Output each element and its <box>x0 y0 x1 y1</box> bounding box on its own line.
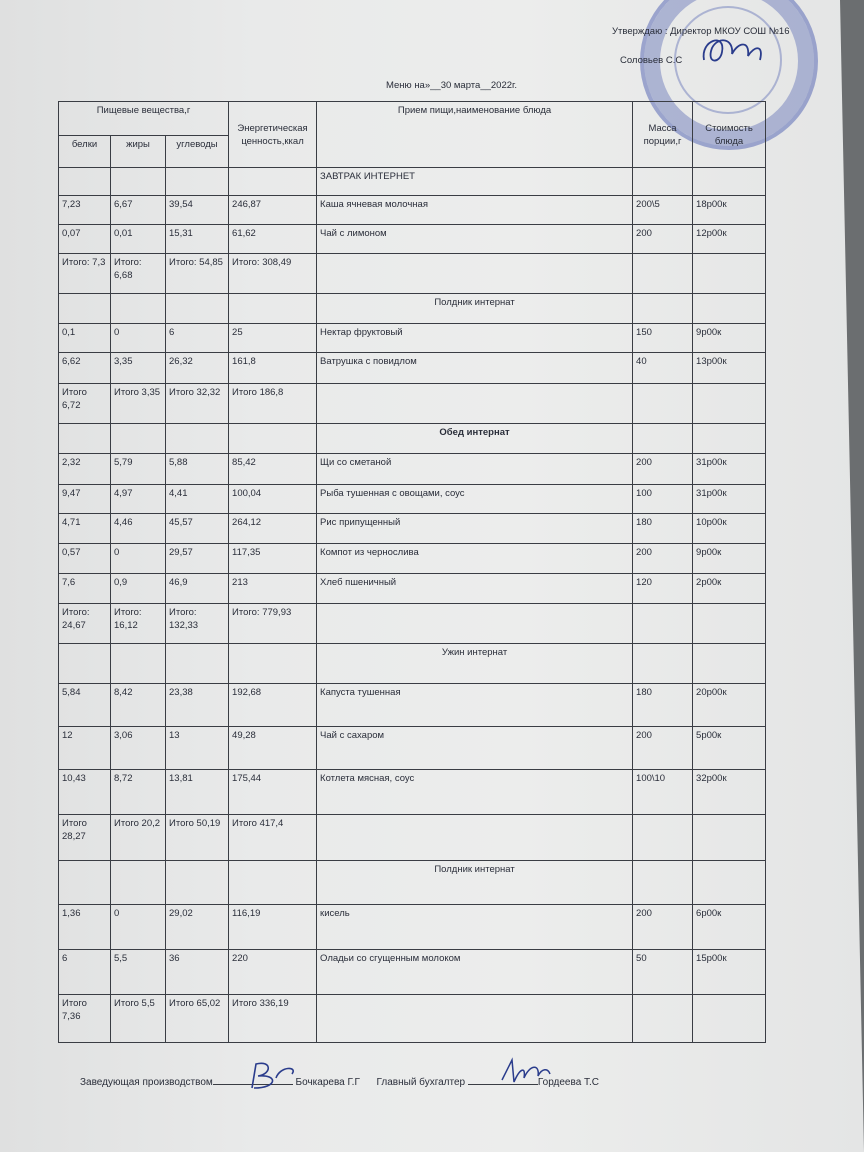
menu-table <box>58 101 766 1043</box>
cost-cell: 32р00к <box>693 770 766 815</box>
section-row <box>59 644 766 684</box>
protein-cell: 10,43 <box>59 770 111 815</box>
energy-cell: 220 <box>229 950 317 995</box>
total-carbs: Итого 32,32 <box>166 384 229 424</box>
mass-cell: 200 <box>633 727 693 770</box>
cost-cell: 18р00к <box>693 196 766 225</box>
cost-cell: 15р00к <box>693 950 766 995</box>
cost-cell: 9р00к <box>693 544 766 574</box>
carbs-cell: 39,54 <box>166 196 229 225</box>
col-meal: Прием пищи,наименование блюда <box>317 102 633 168</box>
protein-cell: 0,57 <box>59 544 111 574</box>
total-energy: Итого 336,19 <box>229 995 317 1043</box>
total-carbs: Итого 50,19 <box>166 815 229 861</box>
section-title: Ужин интернат <box>317 644 633 684</box>
energy-cell: 61,62 <box>229 225 317 254</box>
accountant-label: Главный бухгалтер <box>376 1077 466 1088</box>
cost-cell: 9р00к <box>693 324 766 353</box>
table-row <box>59 574 766 604</box>
dish-name: Щи со сметаной <box>317 454 633 485</box>
carbs-cell: 29,57 <box>166 544 229 574</box>
mass-cell: 200 <box>633 544 693 574</box>
cost-cell: 20р00к <box>693 684 766 727</box>
total-energy: Итого: 779,93 <box>229 604 317 644</box>
total-protein: Итого: 7,3 <box>59 254 111 294</box>
director-name: Соловьев С.С <box>620 55 683 66</box>
section-title: ЗАВТРАК ИНТЕРНЕТ <box>317 168 633 196</box>
cost-cell: 31р00к <box>693 454 766 485</box>
protein-cell: 7,23 <box>59 196 111 225</box>
protein-cell: 7,6 <box>59 574 111 604</box>
protein-cell: 0,07 <box>59 225 111 254</box>
total-energy: Итого 417,4 <box>229 815 317 861</box>
mass-cell: 200 <box>633 454 693 485</box>
fat-cell: 0,01 <box>111 225 166 254</box>
carbs-cell: 45,57 <box>166 514 229 544</box>
col-protein: белки <box>59 136 111 168</box>
carbs-cell: 13,81 <box>166 770 229 815</box>
cost-cell: 31р00к <box>693 485 766 514</box>
header-row <box>59 102 766 136</box>
col-carbs: углеводы <box>166 136 229 168</box>
protein-cell: 4,71 <box>59 514 111 544</box>
carbs-cell: 23,38 <box>166 684 229 727</box>
fat-cell: 0,9 <box>111 574 166 604</box>
mass-cell: 100\10 <box>633 770 693 815</box>
mass-cell: 180 <box>633 684 693 727</box>
fat-cell: 3,35 <box>111 353 166 384</box>
dish-name: Рис припущенный <box>317 514 633 544</box>
energy-cell: 116,19 <box>229 905 317 950</box>
dish-name: Оладьи со сгущенным молоком <box>317 950 633 995</box>
mass-cell: 200\5 <box>633 196 693 225</box>
fat-cell: 5,5 <box>111 950 166 995</box>
protein-cell: 0,1 <box>59 324 111 353</box>
energy-cell: 213 <box>229 574 317 604</box>
energy-cell: 175,44 <box>229 770 317 815</box>
fat-cell: 0 <box>111 544 166 574</box>
head-name: Бочкарева Г.Г <box>295 1077 360 1088</box>
total-protein: Итого: 24,67 <box>59 604 111 644</box>
dish-name: Компот из чернослива <box>317 544 633 574</box>
col-energy: Энергетическая ценность,ккал <box>229 102 317 168</box>
cost-cell: 2р00к <box>693 574 766 604</box>
dish-name: Капуста тушенная <box>317 684 633 727</box>
section-row <box>59 861 766 905</box>
total-energy: Итого 186,8 <box>229 384 317 424</box>
total-row <box>59 604 766 644</box>
dish-name: Чай с сахаром <box>317 727 633 770</box>
dish-name: Каша ячневая молочная <box>317 196 633 225</box>
energy-cell: 49,28 <box>229 727 317 770</box>
energy-cell: 192,68 <box>229 684 317 727</box>
energy-cell: 246,87 <box>229 196 317 225</box>
table-row <box>59 905 766 950</box>
energy-cell: 264,12 <box>229 514 317 544</box>
carbs-cell: 4,41 <box>166 485 229 514</box>
total-row <box>59 254 766 294</box>
col-fat: жиры <box>111 136 166 168</box>
total-protein: Итого 6,72 <box>59 384 111 424</box>
table-row <box>59 454 766 485</box>
dish-name: Ватрушка с повидлом <box>317 353 633 384</box>
accountant-signature <box>496 1054 552 1088</box>
cost-cell: 12р00к <box>693 225 766 254</box>
protein-cell: 12 <box>59 727 111 770</box>
mass-cell: 120 <box>633 574 693 604</box>
total-carbs: Итого: 54,85 <box>166 254 229 294</box>
carbs-cell: 6 <box>166 324 229 353</box>
total-row <box>59 384 766 424</box>
fat-cell: 4,46 <box>111 514 166 544</box>
mass-cell: 50 <box>633 950 693 995</box>
carbs-cell: 15,31 <box>166 225 229 254</box>
carbs-cell: 26,32 <box>166 353 229 384</box>
cost-cell: 10р00к <box>693 514 766 544</box>
fat-cell: 0 <box>111 905 166 950</box>
protein-cell: 5,84 <box>59 684 111 727</box>
fat-cell: 5,79 <box>111 454 166 485</box>
table-row <box>59 324 766 353</box>
table-row <box>59 514 766 544</box>
dish-name: Хлеб пшеничный <box>317 574 633 604</box>
table-row <box>59 196 766 225</box>
section-title: Полдник интернат <box>317 861 633 905</box>
total-protein: Итого 7,36 <box>59 995 111 1043</box>
dish-name: кисель <box>317 905 633 950</box>
protein-cell: 9,47 <box>59 485 111 514</box>
total-fat: Итого: 6,68 <box>111 254 166 294</box>
energy-cell: 117,35 <box>229 544 317 574</box>
energy-cell: 25 <box>229 324 317 353</box>
table-row <box>59 353 766 384</box>
head-signature <box>242 1058 302 1094</box>
table-row <box>59 950 766 995</box>
section-title: Полдник интернат <box>317 294 633 324</box>
total-fat: Итого: 16,12 <box>111 604 166 644</box>
mass-cell: 200 <box>633 225 693 254</box>
mass-cell: 180 <box>633 514 693 544</box>
dish-name: Нектар фруктовый <box>317 324 633 353</box>
total-row <box>59 815 766 861</box>
fat-cell: 6,67 <box>111 196 166 225</box>
total-fat: Итого 20,2 <box>111 815 166 861</box>
table-row <box>59 770 766 815</box>
carbs-cell: 36 <box>166 950 229 995</box>
total-carbs: Итого 65,02 <box>166 995 229 1043</box>
fat-cell: 4,97 <box>111 485 166 514</box>
total-fat: Итого 3,35 <box>111 384 166 424</box>
fat-cell: 0 <box>111 324 166 353</box>
menu-date: Меню на»__30 марта__2022г. <box>386 80 517 91</box>
energy-cell: 100,04 <box>229 485 317 514</box>
dish-name: Чай с лимоном <box>317 225 633 254</box>
director-signature <box>698 30 768 70</box>
fat-cell: 8,72 <box>111 770 166 815</box>
section-row <box>59 168 766 196</box>
table-row <box>59 225 766 254</box>
accountant-name: Гордеева Т.С <box>537 1077 600 1088</box>
total-carbs: Итого: 132,33 <box>166 604 229 644</box>
cost-cell: 13р00к <box>693 353 766 384</box>
mass-cell: 150 <box>633 324 693 353</box>
carbs-cell: 29,02 <box>166 905 229 950</box>
section-row <box>59 294 766 324</box>
section-title: Обед интернат <box>317 424 633 454</box>
table-row <box>59 485 766 514</box>
carbs-cell: 13 <box>166 727 229 770</box>
fat-cell: 8,42 <box>111 684 166 727</box>
energy-cell: 161,8 <box>229 353 317 384</box>
energy-cell: 85,42 <box>229 454 317 485</box>
protein-cell: 2,32 <box>59 454 111 485</box>
total-protein: Итого 28,27 <box>59 815 111 861</box>
carbs-cell: 5,88 <box>166 454 229 485</box>
dish-name: Котлета мясная, соус <box>317 770 633 815</box>
protein-cell: 1,36 <box>59 905 111 950</box>
table-row <box>59 727 766 770</box>
mass-cell: 40 <box>633 353 693 384</box>
col-nutrients: Пищевые вещества,г <box>59 102 229 136</box>
protein-cell: 6 <box>59 950 111 995</box>
col-cost: Стоимость блюда <box>693 102 766 168</box>
col-mass: Масса порции,г <box>633 102 693 168</box>
total-energy: Итого: 308,49 <box>229 254 317 294</box>
table-row <box>59 684 766 727</box>
approval-line: Утверждаю : Директор МКОУ СОШ №16 <box>612 26 790 37</box>
table-row <box>59 544 766 574</box>
cost-cell: 6р00к <box>693 905 766 950</box>
protein-cell: 6,62 <box>59 353 111 384</box>
mass-cell: 200 <box>633 905 693 950</box>
section-row <box>59 424 766 454</box>
head-label: Заведующая производством <box>80 1077 213 1088</box>
total-fat: Итого 5,5 <box>111 995 166 1043</box>
mass-cell: 100 <box>633 485 693 514</box>
carbs-cell: 46,9 <box>166 574 229 604</box>
fat-cell: 3,06 <box>111 727 166 770</box>
cost-cell: 5р00к <box>693 727 766 770</box>
dish-name: Рыба тушенная с овощами, соус <box>317 485 633 514</box>
total-row <box>59 995 766 1043</box>
